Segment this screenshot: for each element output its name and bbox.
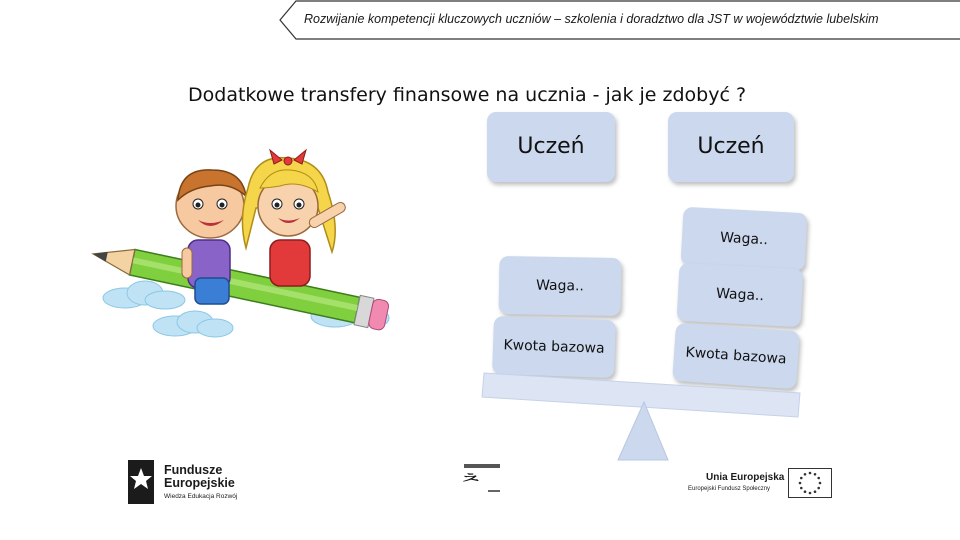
eu-flag-icon [788, 468, 832, 498]
fundusze-europejskie-logo [128, 460, 268, 506]
children-on-pencil-illustration [70, 148, 390, 363]
fe-line2: Europejskie [164, 476, 235, 490]
unia-europejska-logo [688, 468, 834, 500]
left-base-amount-box: Kwota bazowa [492, 316, 616, 378]
regional-logo-icon [460, 462, 508, 498]
right-student-box: Uczeń [668, 112, 794, 182]
left-weight-box: Waga.. [499, 256, 622, 316]
ue-line2: Europejski Fundusz Społeczny [688, 486, 771, 492]
ue-line1: Unia Europejska [706, 472, 785, 483]
slide-title: Dodatkowe transfery finansowe na ucznia - jak je zdobyć ? [188, 84, 747, 106]
right-base-amount-box: Kwota bazowa [672, 323, 800, 390]
svg-text:ᄎ: ᄎ [460, 473, 482, 498]
balance-scale [470, 360, 810, 475]
fe-star-icon [128, 460, 158, 504]
right-weight-top-box: Waga.. [681, 207, 808, 271]
right-weight-box: Waga.. [677, 263, 804, 327]
header-banner [0, 0, 960, 44]
left-student-box: Uczeń [487, 112, 615, 182]
fe-line1: Fundusze [164, 463, 223, 477]
banner-text: Rozwijanie kompetencji kluczowych uczniów – szkolenia i doradztwo dla JST w województwie lubelskim [304, 12, 879, 26]
scale-fulcrum [618, 402, 668, 460]
fe-line3: Wiedza Edukacja Rozwój [164, 493, 238, 500]
